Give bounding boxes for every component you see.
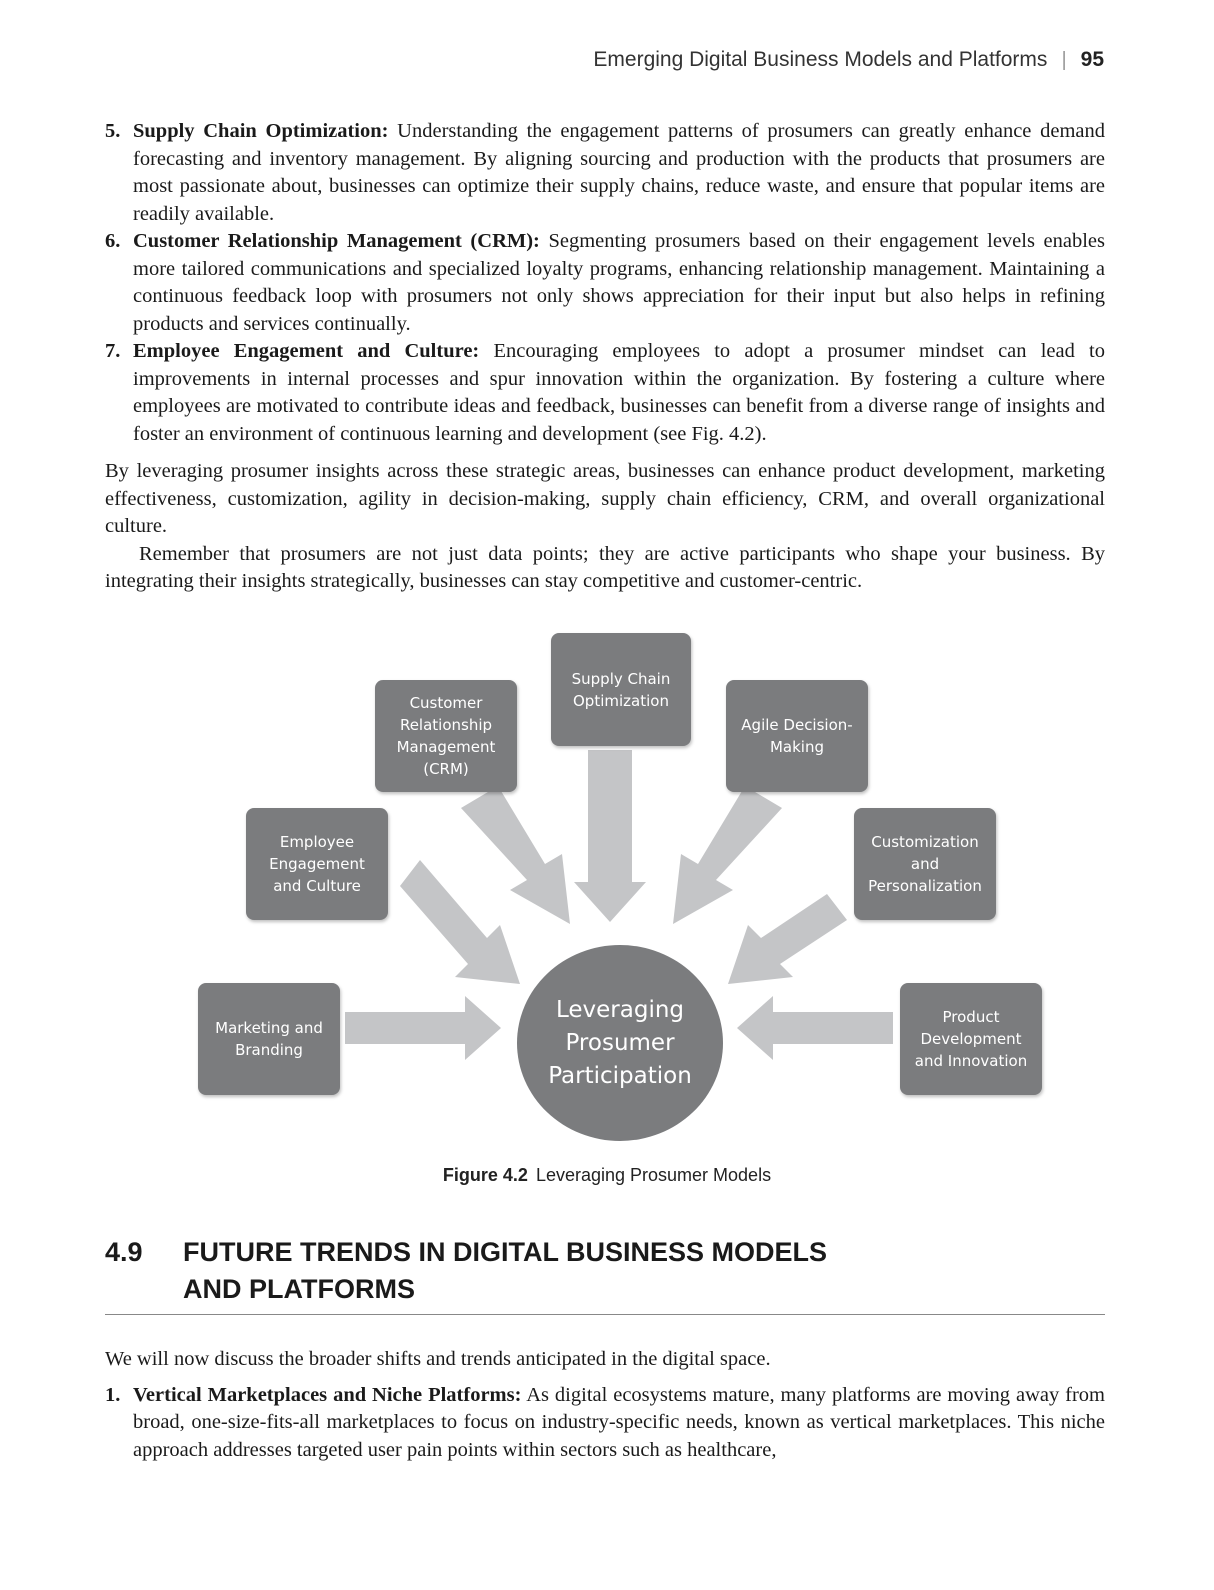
- summary-paragraph: By leveraging prosumer insights across these strategic areas, businesses can enhance product development, marketing effectiveness, customization, agility in decision-making, supply chain efficiency, CRM, and overall organizational culture.: [105, 460, 1105, 537]
- intro-paragraph: We will now discuss the broader shifts and trends anticipated in the digital space.: [105, 1348, 771, 1370]
- running-header: [593, 48, 1104, 72]
- arrow-from-supply: [574, 750, 646, 922]
- arrow-from-crm: [461, 786, 570, 924]
- figure-4-2: [0, 628, 1214, 1168]
- lower-text-block: [105, 1346, 1105, 1464]
- figure-caption: [0, 1165, 1214, 1186]
- running-title: Emerging Digital Business Models and Platforms: [593, 48, 1048, 71]
- box-customization: Customization and Personalization: [854, 808, 996, 920]
- box-crm: Customer Relationship Management (CRM): [375, 680, 517, 792]
- box-agile-decision: Agile Decision- Making: [726, 680, 868, 792]
- box-employee-engagement: Employee Engagement and Culture: [246, 808, 388, 920]
- arrow-from-agile: [673, 786, 782, 924]
- box-supply-chain: Supply Chain Optimization: [551, 633, 691, 746]
- page-number: 95: [1080, 48, 1104, 71]
- arrow-from-product: [737, 996, 893, 1060]
- remember-paragraph: Remember that prosumers are not just data points; they are active participants who shape your business. By integrating their insights strategically, businesses can stay competitive and customer-centric.: [105, 542, 1105, 592]
- list-item: 7. Employee Engagement and Culture: Encouraging employees to adopt a prosumer mindset can lead to improvements in internal processes and spur innovation within the organization. By fostering a culture where employees are motivated to contribute ideas and feedback, businesses can benefit from a diverse range of insights and foster an environment of continuous learning and development (see Fig. 4.2).: [105, 340, 1105, 445]
- caption-label: Figure 4.2: [442, 1165, 528, 1185]
- arrow-from-custom: [728, 894, 847, 984]
- section-heading: [105, 1234, 1105, 1315]
- section-title: FUTURE TRENDS IN DIGITAL BUSINESS MODELS AND PLATFORMS: [183, 1237, 828, 1304]
- list-item: 1. Vertical Marketplaces and Niche Platforms: As digital ecosystems mature, many platforms are moving away from broad, one-size-fits-all marketplaces to focus on industry-specific needs, known as vertical marketplaces. This niche approach addresses targeted user pain points within sectors such as healthcare,: [105, 1383, 1105, 1461]
- numbered-list-top: [105, 118, 1105, 448]
- upper-text-block: [105, 118, 1105, 596]
- box-marketing: Marketing and Branding: [198, 983, 340, 1095]
- list-item: 5. Supply Chain Optimization: Understanding the engagement patterns of prosumers can greatly enhance demand forecasting and inventory management. By aligning sourcing and production with the products that prosumers are most passionate about, businesses can optimize their supply chains, reduce waste, and ensure that popular items are readily available.: [105, 120, 1105, 225]
- arrow-from-marketing: [345, 996, 501, 1060]
- list-item: 6. Customer Relationship Management (CRM): Segmenting prosumers based on their engagement levels enables more tailored communications and specialized loyalty programs, enhancing relationship management. Maintaining a continuous feedback loop with prosumers not only shows appreciation for their input but also helps in refining products and services continually.: [105, 230, 1105, 335]
- header-separator: |: [1061, 48, 1067, 71]
- box-product-development: Product Development and Innovation: [900, 983, 1042, 1095]
- section-number: 4.9: [105, 1237, 143, 1267]
- numbered-list-bottom: [105, 1382, 1105, 1465]
- caption-text: Leveraging Prosumer Models: [535, 1165, 772, 1185]
- center-circle: Leveraging Prosumer Participation: [517, 945, 723, 1141]
- arrow-from-employee: [400, 860, 520, 984]
